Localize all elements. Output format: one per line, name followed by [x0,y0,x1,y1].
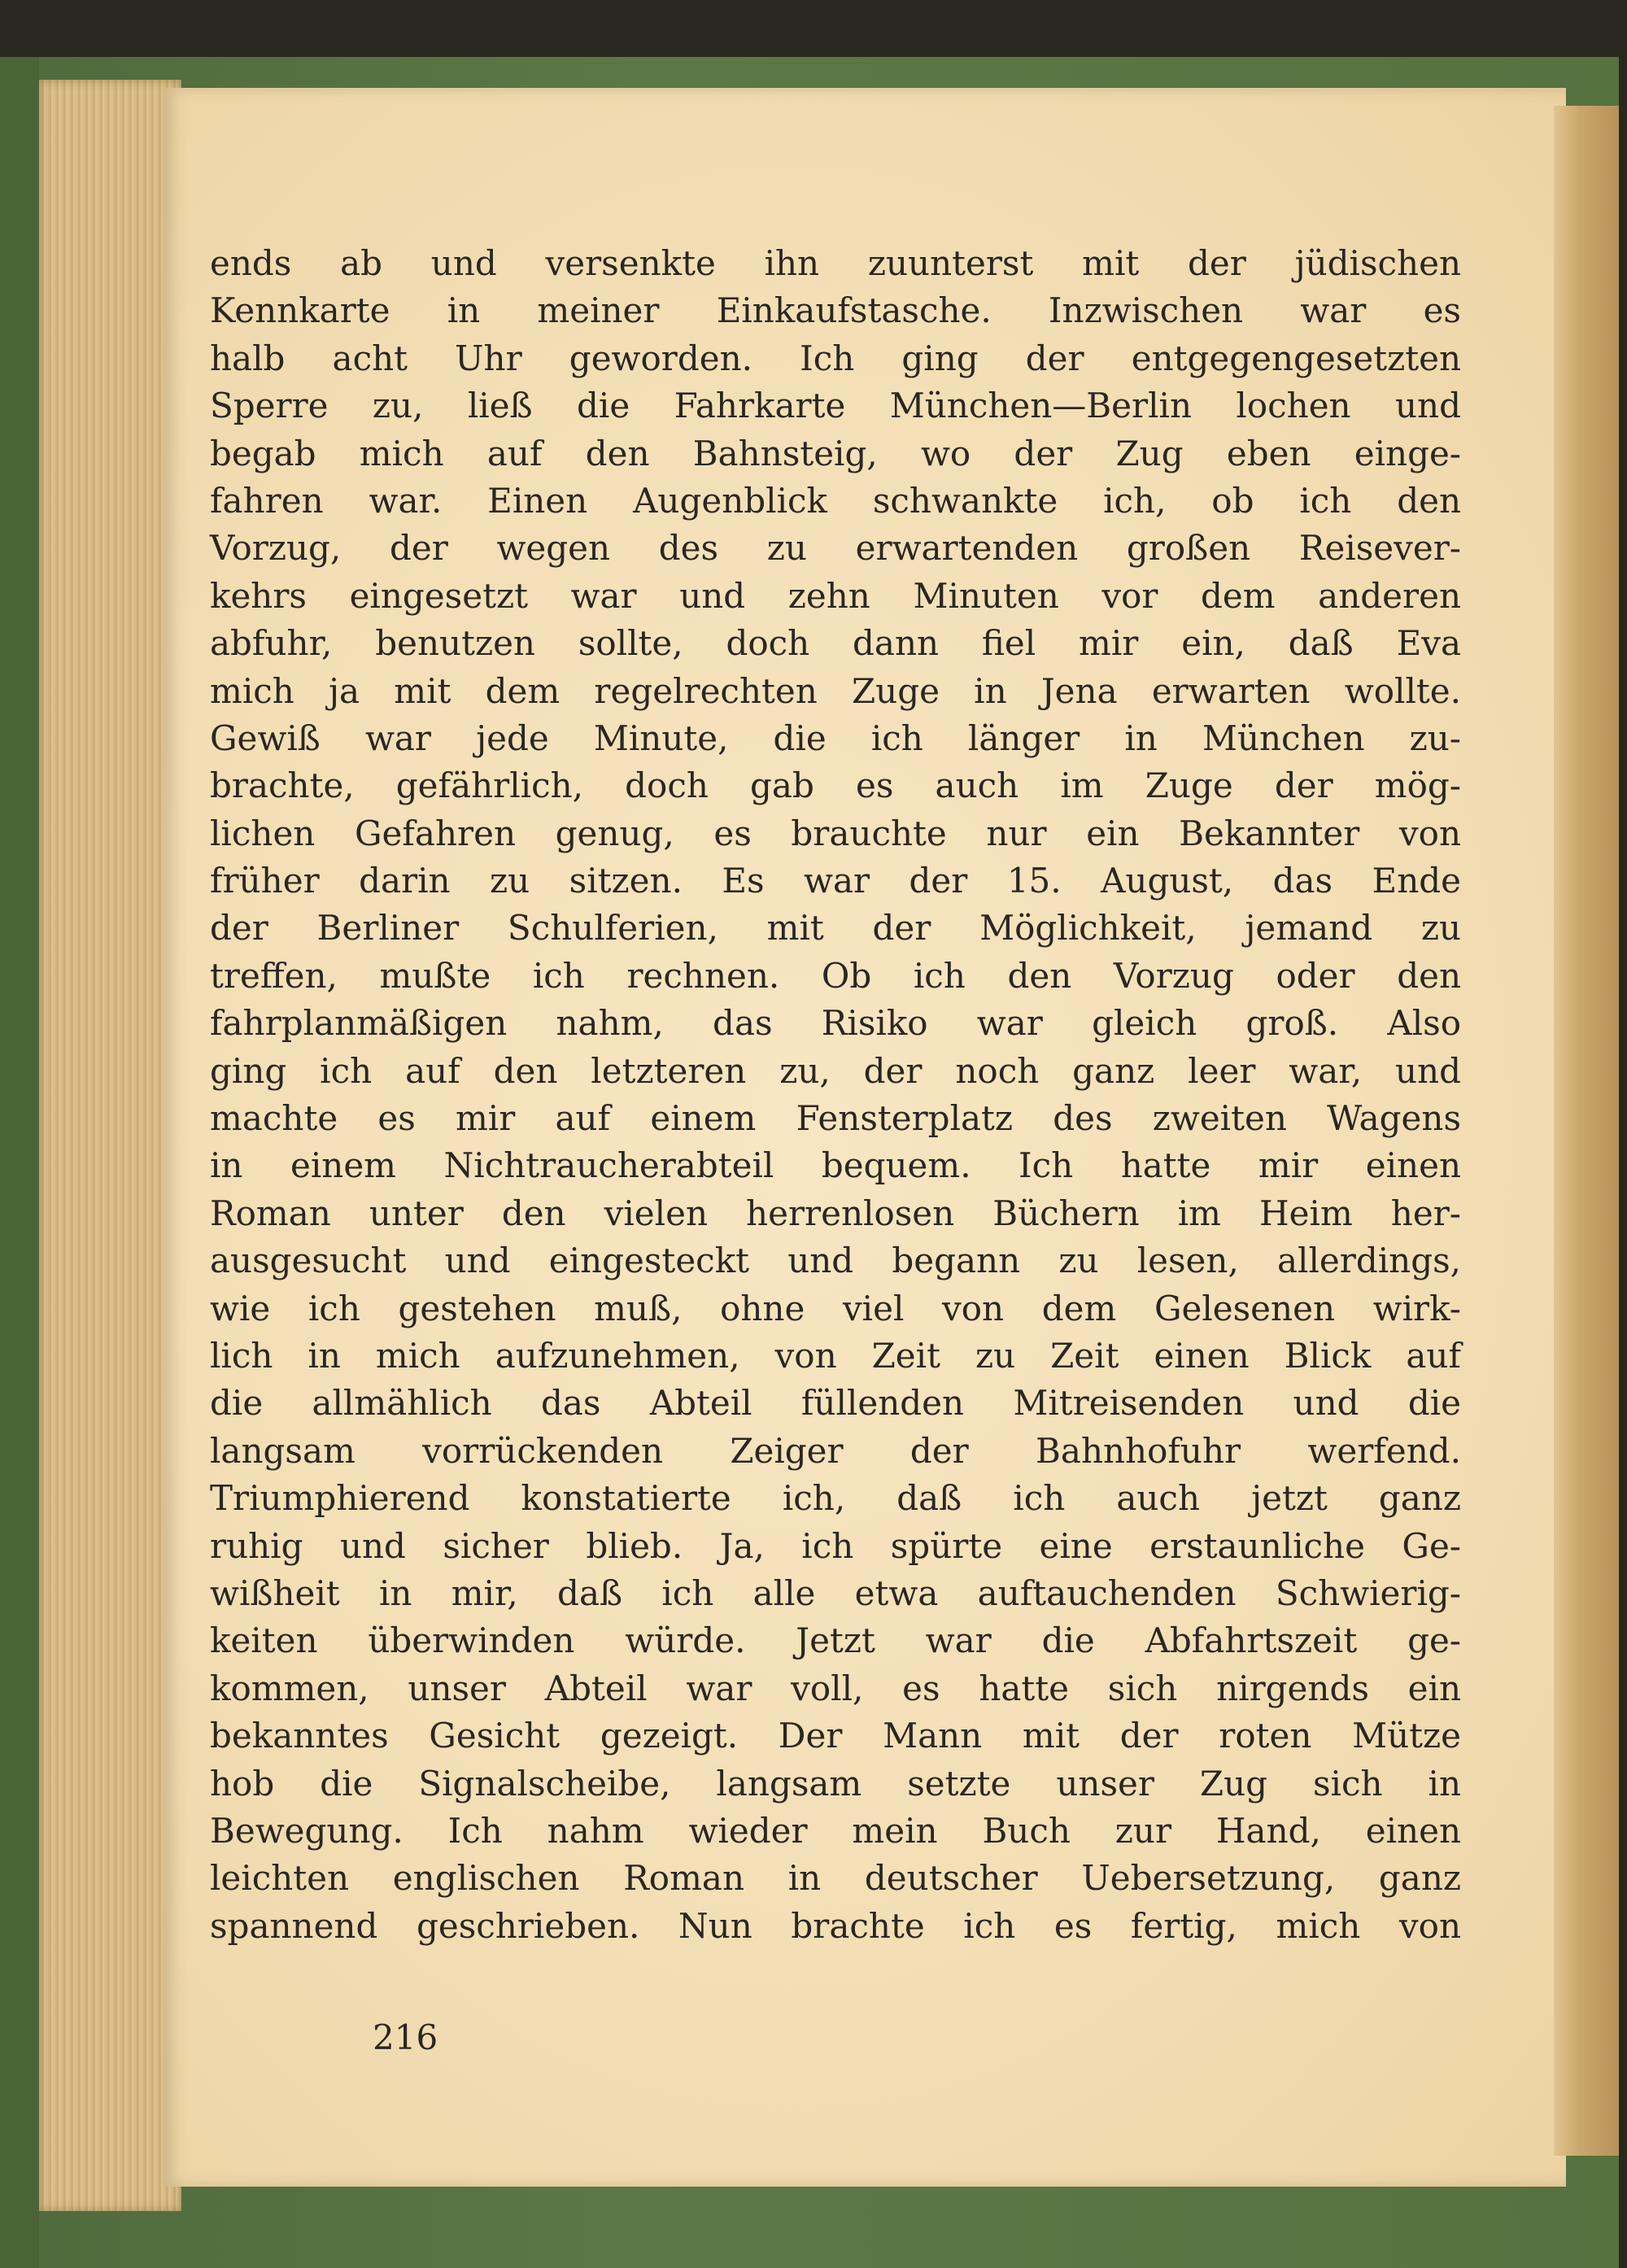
text-line: halb acht Uhr geworden. Ich ging der entgegengesetzten [210,338,1461,378]
text-line: keiten überwinden würde. Jetzt war die Abfahrtszeit ge- [210,1620,1461,1661]
text-line: ruhig und sicher blieb. Ja, ich spürte eine erstaunliche Ge- [210,1525,1461,1566]
book-cover-edge [0,57,39,2268]
text-line: Kennkarte in meiner Einkaufstasche. Inzwischen war es [210,290,1461,331]
body-text [210,240,1461,1950]
text-line: Sperre zu, ließ die Fahrkarte München—Berlin lochen und [210,386,1461,426]
text-line: bekanntes Gesicht gezeigt. Der Mann mit der roten Mütze [210,1716,1461,1756]
text-line: machte es mir auf einem Fensterplatz des zweiten Wagens [210,1098,1461,1139]
text-line: kehrs eingesetzt war und zehn Minuten vor dem anderen [210,575,1461,616]
text-line: Roman unter den vielen herrenlosen Büchern im Heim her- [210,1193,1461,1233]
text-line: Vorzug, der wegen des zu erwartenden großen Reisever- [210,528,1461,569]
text-line: früher darin zu sitzen. Es war der 15. August, das Ende [210,861,1461,901]
page-gutter [1554,106,1619,2156]
text-line: Triumphierend konstatierte ich, daß ich auch jetzt ganz [210,1478,1461,1519]
text-line: ging ich auf den letzteren zu, der noch ganz leer war, und [210,1050,1461,1091]
text-line: brachte, gefährlich, doch gab es auch im Zuge der mög- [210,765,1461,806]
text-line: ends ab und versenkte ihn zuunterst mit der jüdischen [210,243,1461,283]
text-line: wie ich gestehen muß, ohne viel von dem Gelesenen wirk- [210,1288,1461,1328]
page-number: 216 [373,2017,438,2057]
text-line: leichten englischen Roman in deutscher Uebersetzung, ganz [210,1858,1461,1899]
text-line: mich ja mit dem regelrechten Zuge in Jena erwarten wollte. [210,670,1461,711]
text-line: kommen, unser Abteil war voll, es hatte sich nirgends ein [210,1668,1461,1708]
text-line: lich in mich aufzunehmen, von Zeit zu Zeit einen Blick auf [210,1335,1461,1376]
text-line: hob die Signalscheibe, langsam setzte unser Zug sich in [210,1763,1461,1803]
text-line: Bewegung. Ich nahm wieder mein Buch zur Hand, einen [210,1810,1461,1851]
text-line: wißheit in mir, daß ich alle etwa auftauchenden Schwierig- [210,1572,1461,1613]
text-line: der Berliner Schulferien, mit der Möglichkeit, jemand zu [210,908,1461,949]
text-line: treffen, mußte ich rechnen. Ob ich den Vorzug oder den [210,955,1461,996]
text-line: begab mich auf den Bahnsteig, wo der Zug eben einge- [210,433,1461,473]
text-line: die allmählich das Abteil füllenden Mitreisenden und die [210,1383,1461,1424]
text-line: abfuhr, benutzen sollte, doch dann fiel mir ein, daß Eva [210,623,1461,664]
text-line: fahrplanmäßigen nahm, das Risiko war gleich groß. Also [210,1003,1461,1044]
text-line: lichen Gefahren genug, es brauchte nur ein Bekannter von [210,813,1461,853]
page-edges [39,80,181,2211]
text-line: in einem Nichtraucherabteil bequem. Ich hatte mir einen [210,1145,1461,1186]
text-line: spannend geschrieben. Nun brachte ich es fertig, mich von [210,1905,1461,1946]
text-line: fahren war. Einen Augenblick schwankte ich, ob ich den [210,480,1461,521]
text-line: Gewiß war jede Minute, die ich länger in München zu- [210,717,1461,758]
text-line: langsam vorrückenden Zeiger der Bahnhofuhr werfend. [210,1430,1461,1471]
text-line: ausgesucht und eingesteckt und begann zu lesen, allerdings, [210,1241,1461,1281]
